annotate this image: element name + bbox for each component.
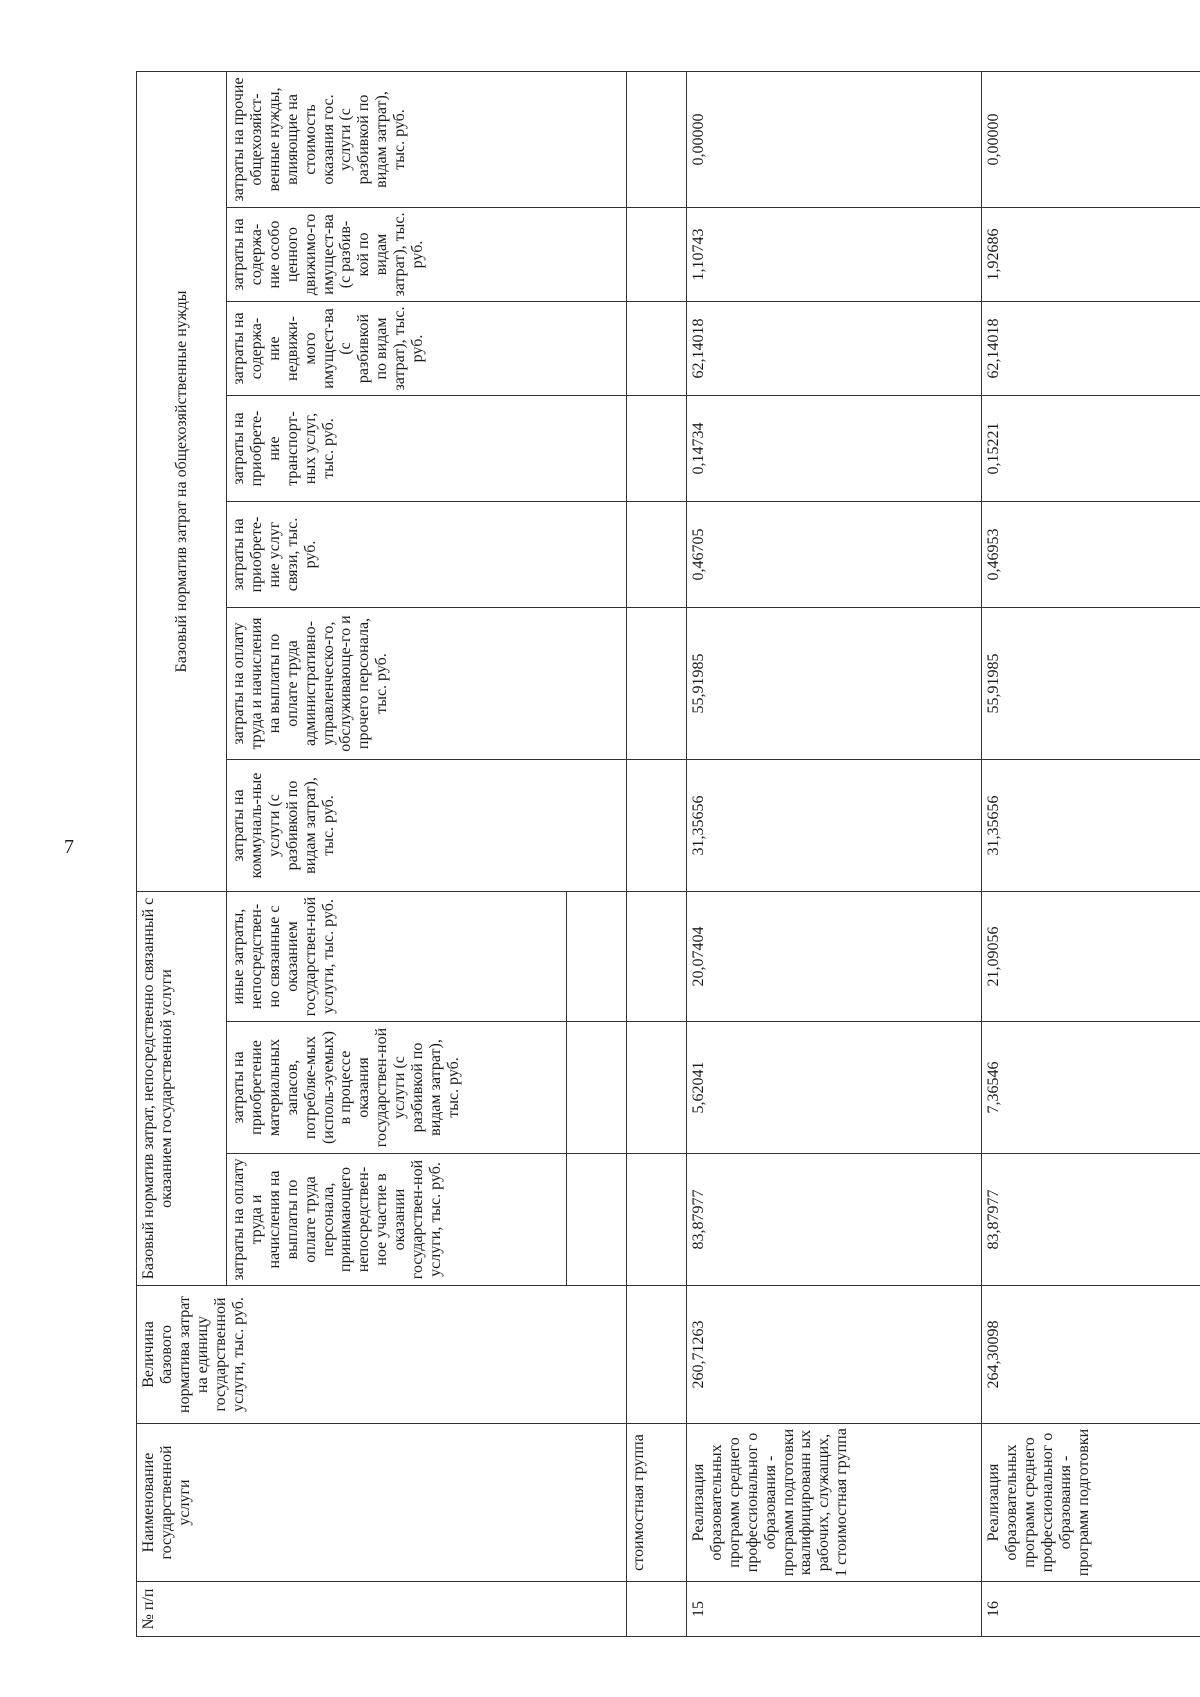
- header-direct-labor: затраты на оплату труда и начисления на выплаты по оплате труда персонала, принимающего непосредствен-ное участие в оказании государствен-ной услуги, тыс. руб.: [227, 1154, 567, 1286]
- row-service: Реализация образовательных программ среднего профессиональног о образования - программ подготовки: [982, 1424, 1200, 1582]
- row-general-movable-property: 1,10743: [687, 208, 982, 302]
- row-direct-other: 20,07404: [687, 892, 982, 1022]
- continuation-service: стоимостная группа: [627, 1424, 687, 1582]
- row-general-other: 0,00000: [982, 71, 1200, 207]
- rotated-table-container: [136, 77, 1200, 1637]
- row-num: 15: [687, 1582, 982, 1637]
- header-general-communication: затраты на приобрете-ние услуг связи, тыс. руб.: [227, 502, 627, 608]
- row-general-real-estate: 62,14018: [687, 302, 982, 396]
- table-row: [982, 71, 1200, 1636]
- table-cell: [627, 71, 687, 207]
- page-number: 7: [64, 836, 74, 858]
- table-cell: [627, 1154, 687, 1286]
- cost-norms-table: [136, 71, 1200, 1637]
- header-service: Наименование государственной услуги: [137, 1424, 627, 1582]
- row-service: Реализация образовательных программ среднего профессиональног о образования - программ подготовки квалифицированн ых рабочих, служащих, 1 стоимостная группа: [687, 1424, 982, 1582]
- table-cell: [627, 302, 687, 396]
- row-general-utilities: 31,35656: [982, 760, 1200, 892]
- header-spacer: [567, 1022, 627, 1154]
- continuation-row: [627, 71, 687, 1636]
- row-num: 16: [982, 1582, 1200, 1637]
- row-direct-materials: 5,62041: [687, 1022, 982, 1154]
- row-general-movable-property: 1,92686: [982, 208, 1200, 302]
- header-direct-group: Базовый норматив затрат, непосредственно связанный с оказанием государственной услуги: [137, 892, 227, 1286]
- row-direct-labor: 83,87977: [982, 1154, 1200, 1286]
- header-spacer: [567, 1154, 627, 1286]
- row-general-other: 0,00000: [687, 71, 982, 207]
- table-cell: [627, 208, 687, 302]
- header-general-utilities: затраты на коммуналь-ные услуги (с разбивкой по видам затрат), тыс. руб.: [227, 760, 627, 892]
- header-general-group: Базовый норматив затрат на общехозяйственные нужды: [137, 71, 227, 891]
- row-general-utilities: 31,35656: [687, 760, 982, 892]
- header-direct-materials: затраты на приобретение материальных запасов, потребляе-мых (исполь-зуемых) в процессе оказания государствен-ной услуги (с разбивкой по видам затрат), тыс. руб.: [227, 1022, 567, 1154]
- header-general-admin-labor: затраты на оплату труда и начисления на выплаты по оплате труда административно-управленческо-го, обслуживающе-го и прочего персонала, тыс. руб.: [227, 608, 627, 760]
- table-cell: [627, 396, 687, 502]
- row-direct-materials: 7,36546: [982, 1022, 1200, 1154]
- table-cell: [627, 892, 687, 1022]
- header-total: Величина базового норматива затрат на единицу государственной услуги, тыс. руб.: [137, 1286, 627, 1424]
- row-total: 264,30098: [982, 1286, 1200, 1424]
- header-general-movable-property: затраты на содержа-ние особо ценного движимо-го имущест-ва (с разбив-кой по видам затрат), тыс. руб.: [227, 208, 627, 302]
- table-cell: [627, 1286, 687, 1424]
- row-total: 260,71263: [687, 1286, 982, 1424]
- row-general-admin-labor: 55,91985: [982, 608, 1200, 760]
- table-cell: [627, 608, 687, 760]
- table-cell: [627, 502, 687, 608]
- header-direct-other: иные затраты, непосредствен-но связанные с оказанием государствен-ной услуги, тыс. руб.: [227, 892, 567, 1022]
- row-direct-labor: 83,87977: [687, 1154, 982, 1286]
- table-cell: [627, 760, 687, 892]
- header-general-transport: затраты на приобрете-ние транспорт-ных услуг, тыс. руб.: [227, 396, 627, 502]
- row-general-communication: 0,46953: [982, 502, 1200, 608]
- header-spacer: [567, 892, 627, 1022]
- row-general-real-estate: 62,14018: [982, 302, 1200, 396]
- table-cell: [627, 1582, 687, 1637]
- header-general-real-estate: затраты на содержа-ние недвижи-мого имущест-ва (с разбивкой по видам затрат), тыс. руб.: [227, 302, 627, 396]
- header-general-other: затраты на прочие общехозяйст-венные нужды, влияющие на стоимость оказания гос. услуги (с разбивкой по видам затрат), тыс. руб.: [227, 71, 627, 207]
- row-general-communication: 0,46705: [687, 502, 982, 608]
- table-cell: [627, 1022, 687, 1154]
- row-general-admin-labor: 55,91985: [687, 608, 982, 760]
- row-general-transport: 0,14734: [687, 396, 982, 502]
- table-row: [687, 71, 982, 1636]
- row-direct-other: 21,09056: [982, 892, 1200, 1022]
- row-general-transport: 0,15221: [982, 396, 1200, 502]
- header-num: № п/п: [137, 1582, 627, 1637]
